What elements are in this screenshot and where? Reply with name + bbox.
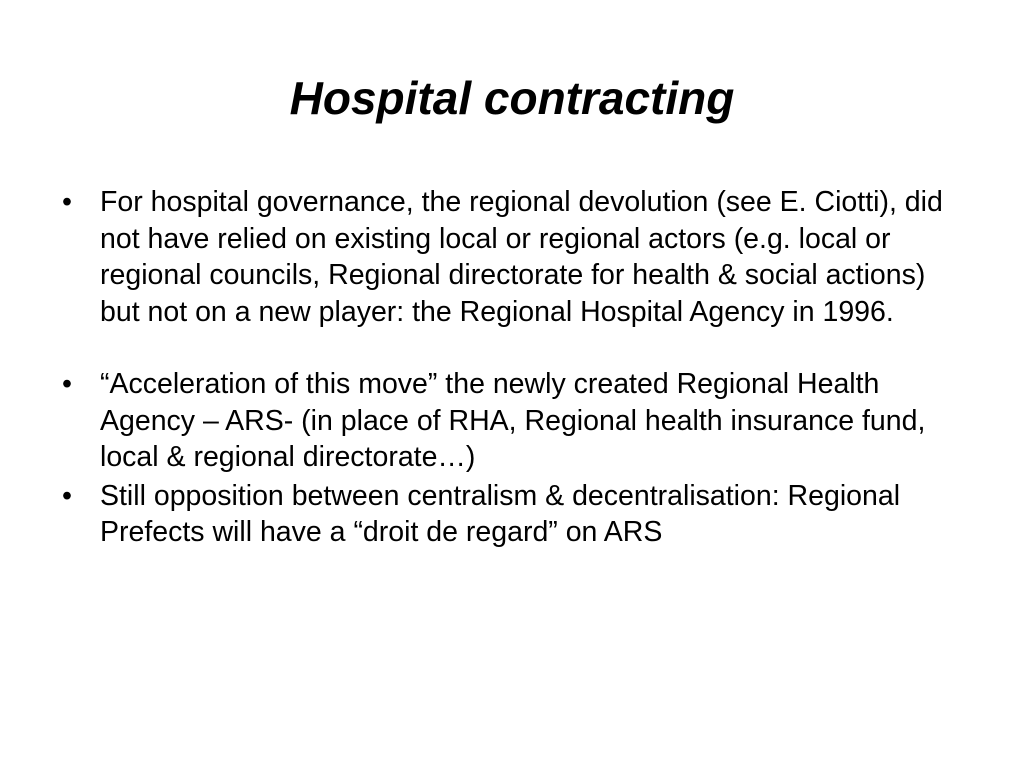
bullet-item	[62, 184, 962, 330]
bullet-icon: •	[62, 186, 72, 218]
bullet-text: “Acceleration of this move” the newly created Regional Health Agency – ARS- (in place of RHA, Regional health insurance fund, local & regional directorate…)	[100, 368, 926, 473]
bullet-item	[62, 478, 962, 551]
bullet-text: Still opposition between centralism & decentralisation: Regional Prefects will have a “droit de regard” on ARS	[100, 479, 901, 548]
bullet-list	[62, 184, 962, 551]
bullet-item	[62, 366, 962, 476]
slide-title: Hospital contracting	[289, 72, 735, 124]
bullet-text: For hospital governance, the regional devolution (see E. Ciotti), did not have relied on existing local or regional actors (e.g. local or regional councils, Regional directorate for health & social actions) but not on a new player: the Regional Hospital Agency in 1996.	[100, 186, 943, 328]
bullet-icon: •	[62, 479, 72, 512]
bullet-icon: •	[62, 368, 72, 400]
